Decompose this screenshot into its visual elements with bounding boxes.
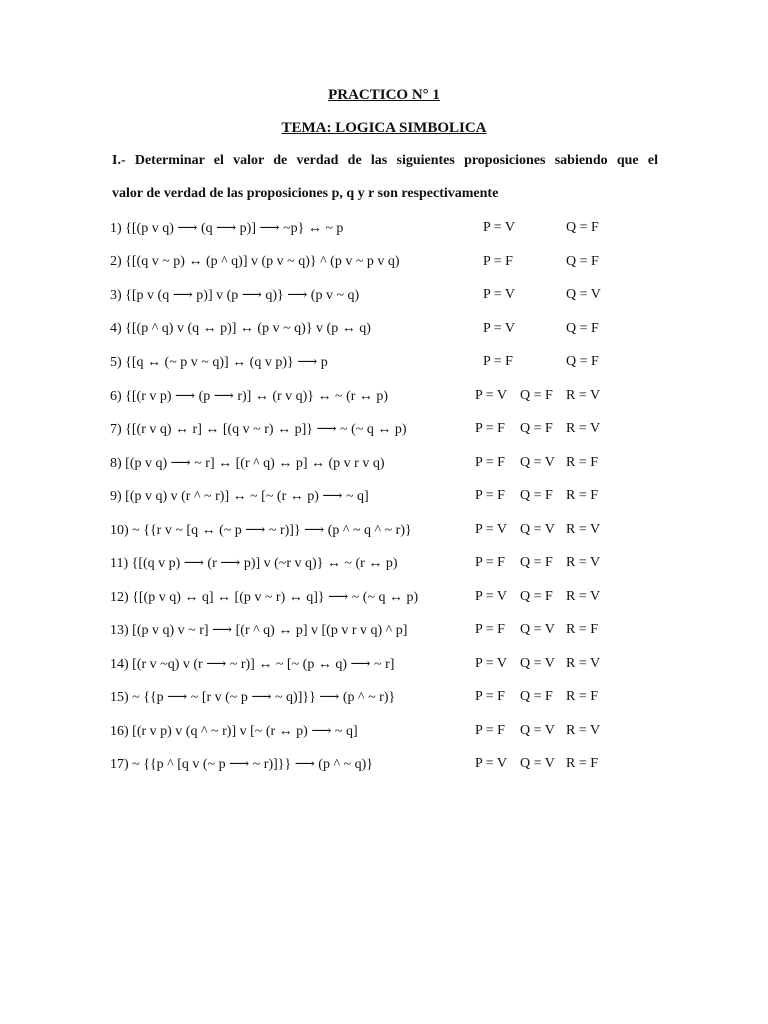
exercise-expression: 17) ~ {{p ^ [q v (~ p ⟶ ~ r)]}} ⟶ (p ^ ~ q)}: [110, 757, 373, 772]
exercise-row: [0, 555, 768, 577]
page-title: PRACTICO N° 1: [328, 87, 440, 103]
truth-value-p: P = V: [475, 756, 508, 771]
exercise-row: [0, 254, 768, 276]
truth-value-q: Q = F: [566, 253, 599, 269]
truth-value-q: Q = V: [520, 521, 555, 537]
truth-value-p: P = V: [475, 588, 508, 604]
exercise-row: [0, 488, 768, 510]
exercise-row: [0, 522, 768, 544]
truth-value-q: Q = F: [566, 320, 599, 336]
truth-value-p: P = V: [483, 287, 516, 302]
exercise-expression: 9) [(p v q) v (r ^ ~ r)] ↔ ~ [~ (r ↔ p) ⟶ ~ q]: [110, 489, 369, 504]
truth-value-q: Q = V: [520, 756, 555, 771]
truth-value-q: Q = V: [520, 655, 555, 671]
exercise-row: [0, 388, 768, 410]
truth-value-q: Q = F: [520, 488, 553, 503]
truth-value-p: P = V: [475, 655, 508, 671]
exercise-row: [0, 455, 768, 477]
truth-value-q: Q = V: [520, 622, 555, 637]
truth-value-p: P = F: [475, 454, 505, 470]
exercise-row: [0, 287, 768, 309]
truth-value-p: P = F: [475, 622, 505, 637]
truth-value-r: R = F: [566, 454, 599, 470]
exercise-expression: 15) ~ {{p ⟶ ~ [r v (~ p ⟶ ~ q)]}} ⟶ (p ^ ~ r)}: [110, 690, 396, 705]
truth-value-p: P = F: [475, 488, 505, 503]
truth-value-r: R = V: [566, 722, 601, 738]
truth-value-p: P = F: [475, 689, 505, 704]
truth-value-p: P = V: [483, 220, 516, 235]
exercise-row: [0, 656, 768, 678]
truth-value-p: P = V: [483, 320, 516, 336]
exercise-row: [0, 723, 768, 745]
truth-value-r: R = V: [566, 588, 601, 604]
truth-value-p: P = F: [475, 555, 505, 570]
truth-value-r: R = V: [566, 655, 601, 671]
truth-value-r: R = F: [566, 689, 599, 704]
exercise-expression: 12) {[(p v q) ↔ q] ↔ [(p v ~ r) ↔ q]} ⟶ ~ (~ q ↔ p): [110, 589, 419, 605]
topic-heading: TEMA: LOGICA SIMBOLICA: [281, 120, 487, 136]
truth-value-p: P = V: [475, 521, 508, 537]
instruction-line-1: I.- Determinar el valor de verdad de las siguientes proposiciones sabiendo que el: [112, 153, 658, 168]
exercise-row: [0, 689, 768, 711]
truth-value-r: R = V: [566, 521, 601, 537]
exercise-row: [0, 421, 768, 443]
exercise-row: [0, 354, 768, 376]
truth-value-q: Q = V: [520, 454, 555, 470]
truth-value-r: R = F: [566, 488, 599, 503]
truth-value-r: R = V: [566, 387, 601, 403]
exercise-row: [0, 622, 768, 644]
instruction-line-2: valor de verdad de las proposiciones p, q y r son respectivamente: [112, 186, 499, 201]
exercise-expression: 7) {[(r v q) ↔ r] ↔ [(q v ~ r) ↔ p]} ⟶ ~ (~ q ↔ p): [110, 422, 407, 437]
truth-value-q: Q = F: [566, 354, 599, 369]
exercise-expression: 6) {[(r v p) ⟶ (p ⟶ r)] ↔ (r v q)} ↔ ~ (r ↔ p): [110, 388, 389, 404]
exercise-expression: 4) {[(p ^ q) v (q ↔ p)] ↔ (p v ~ q)} v (p ↔ q): [110, 320, 371, 336]
truth-value-p: P = F: [483, 253, 513, 269]
truth-value-q: Q = F: [520, 421, 553, 436]
truth-value-r: R = V: [566, 421, 601, 436]
truth-value-q: Q = F: [520, 555, 553, 570]
exercise-expression: 5) {[q ↔ (~ p v ~ q)] ↔ (q v p)} ⟶ p: [110, 355, 328, 370]
exercise-expression: 14) [(r v ~q) v (r ⟶ ~ r)] ↔ ~ [~ (p ↔ q) ⟶ ~ r]: [110, 656, 395, 672]
exercise-expression: 16) [(r v p) v (q ^ ~ r)] v [~ (r ↔ p) ⟶ ~ q]: [110, 723, 358, 739]
truth-value-p: P = F: [483, 354, 513, 369]
truth-value-p: P = F: [475, 421, 505, 436]
exercise-expression: 13) [(p v q) v ~ r] ⟶ [(r ^ q) ↔ p] v [(p v r v q) ^ p]: [110, 623, 408, 638]
exercise-expression: 2) {[(q v ~ p) ↔ (p ^ q)] v (p v ~ q)} ^ (p v ~ p v q): [110, 253, 400, 269]
truth-value-r: R = V: [566, 555, 601, 570]
truth-value-q: Q = F: [520, 689, 553, 704]
exercise-row: [0, 589, 768, 611]
exercise-expression: 11) {[(q v p) ⟶ (r ⟶ p)] v (~r v q)} ↔ ~ (r ↔ p): [110, 556, 398, 571]
truth-value-r: R = F: [566, 622, 599, 637]
exercise-expression: 10) ~ {{r v ~ [q ↔ (~ p ⟶ ~ r)]} ⟶ (p ^ ~ q ^ ~ r)}: [110, 522, 412, 538]
truth-value-q: Q = F: [520, 588, 553, 604]
truth-value-q: Q = V: [566, 287, 601, 302]
exercise-row: [0, 756, 768, 778]
truth-value-p: P = V: [475, 387, 508, 403]
exercise-expression: 3) {[p v (q ⟶ p)] v (p ⟶ q)} ⟶ (p v ~ q): [110, 288, 360, 303]
truth-value-q: Q = V: [520, 722, 555, 738]
truth-value-q: Q = F: [566, 220, 599, 235]
truth-value-r: R = F: [566, 756, 599, 771]
truth-value-q: Q = F: [520, 387, 553, 403]
exercise-expression: 8) [(p v q) ⟶ ~ r] ↔ [(r ^ q) ↔ p] ↔ (p v r v q): [110, 455, 385, 471]
exercise-expression: 1) {[(p v q) ⟶ (q ⟶ p)] ⟶ ~p} ↔ ~ p: [110, 221, 344, 236]
truth-value-p: P = F: [475, 722, 505, 738]
exercise-row: [0, 321, 768, 343]
exercise-row: [0, 220, 768, 242]
